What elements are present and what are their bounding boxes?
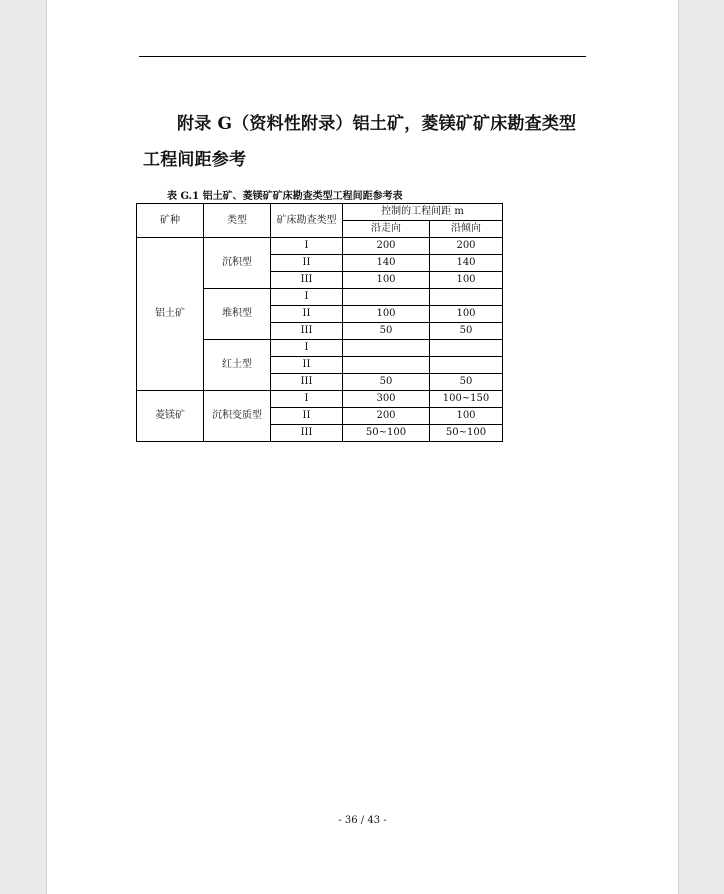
cell-along-strike <box>343 340 430 357</box>
cell-exploration-class: I <box>271 340 343 357</box>
cell-along-strike: 50~100 <box>343 425 430 442</box>
header-along-dip: 沿倾向 <box>430 221 503 238</box>
cell-exploration-class: III <box>271 272 343 289</box>
header-type: 类型 <box>204 204 271 238</box>
cell-exploration-class: III <box>271 323 343 340</box>
page-number: - 36 / 43 - <box>338 815 387 826</box>
cell-exploration-class: II <box>271 357 343 374</box>
cell-along-dip <box>430 357 503 374</box>
appendix-heading: 附录 G（资料性附录）铝土矿，菱镁矿矿床勘查类型工程间距参考 <box>143 114 577 170</box>
cell-type: 沉积变质型 <box>204 391 271 442</box>
cell-along-strike <box>343 357 430 374</box>
cell-along-strike: 100 <box>343 306 430 323</box>
cell-along-dip: 100 <box>430 272 503 289</box>
cell-exploration-class: II <box>271 255 343 272</box>
header-rule <box>139 56 586 57</box>
table-header-row <box>137 204 503 221</box>
cell-along-dip: 100 <box>430 306 503 323</box>
cell-along-dip: 100 <box>430 408 503 425</box>
cell-along-strike: 300 <box>343 391 430 408</box>
table-row <box>137 391 503 408</box>
header-exploration-type: 矿床勘查类型 <box>271 204 343 238</box>
cell-mineral: 铝土矿 <box>137 238 204 391</box>
document-page <box>46 0 679 894</box>
cell-along-dip: 140 <box>430 255 503 272</box>
cell-type: 红土型 <box>204 340 271 391</box>
cell-along-strike: 50 <box>343 374 430 391</box>
cell-along-strike: 100 <box>343 272 430 289</box>
cell-along-dip <box>430 340 503 357</box>
header-spacing: 控制的工程间距 m <box>343 204 503 221</box>
cell-along-dip: 50 <box>430 323 503 340</box>
cell-along-dip: 100~150 <box>430 391 503 408</box>
cell-exploration-class: II <box>271 306 343 323</box>
cell-along-dip: 50~100 <box>430 425 503 442</box>
cell-along-dip: 200 <box>430 238 503 255</box>
cell-along-strike <box>343 289 430 306</box>
cell-exploration-class: III <box>271 425 343 442</box>
cell-type: 沉积型 <box>204 238 271 289</box>
cell-along-dip <box>430 289 503 306</box>
cell-mineral: 菱镁矿 <box>137 391 204 442</box>
cell-exploration-class: II <box>271 408 343 425</box>
cell-exploration-class: I <box>271 391 343 408</box>
cell-exploration-class: I <box>271 289 343 306</box>
header-mineral: 矿种 <box>137 204 204 238</box>
cell-along-strike: 50 <box>343 323 430 340</box>
cell-type: 堆积型 <box>204 289 271 340</box>
cell-exploration-class: I <box>271 238 343 255</box>
cell-along-dip: 50 <box>430 374 503 391</box>
table-caption: 表 G.1 铝土矿、菱镁矿矿床勘查类型工程间距参考表 <box>167 191 403 202</box>
cell-exploration-class: III <box>271 374 343 391</box>
spacing-table <box>136 203 503 442</box>
cell-along-strike: 200 <box>343 238 430 255</box>
cell-along-strike: 200 <box>343 408 430 425</box>
cell-along-strike: 140 <box>343 255 430 272</box>
table-row <box>137 238 503 255</box>
header-along-strike: 沿走向 <box>343 221 430 238</box>
